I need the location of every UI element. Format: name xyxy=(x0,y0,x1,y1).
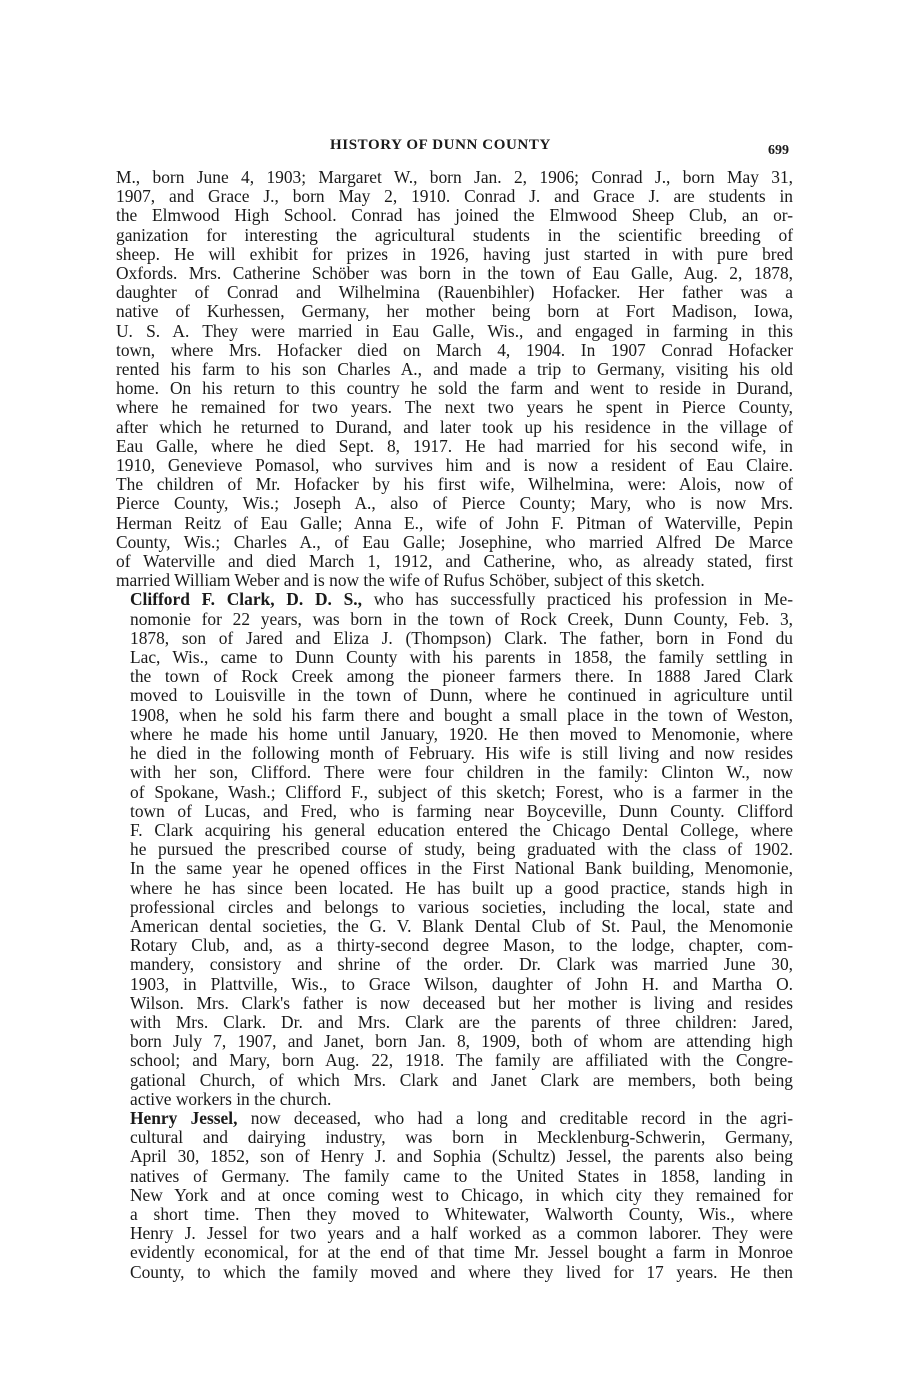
paragraph-schober-continued xyxy=(116,168,793,590)
text-line: 1910, Genevieve Pomasol, who survives him and is now a resident of Eau Claire. xyxy=(116,455,793,476)
text-line: Wilson. Mrs. Clark's father is now deceased but her mother is living and resides xyxy=(130,992,793,1013)
text-line: The children of Mr. Hofacker by his first wife, Wilhelmina, were: Alois, now of xyxy=(116,474,793,495)
text-line: Herman Reitz of Eau Galle; Anna E., wife of John F. Pitman of Waterville, Pepin xyxy=(116,512,793,533)
text-line: 1907, and Grace J., born May 2, 1910. Conrad J. and Grace J. are students in xyxy=(116,186,793,207)
text-line: of Waterville and died March 1, 1912, and Catherine, who, as already stated, first xyxy=(116,551,793,572)
text-line xyxy=(116,1109,793,1128)
text-line: rented his farm to his son Charles A., and made a trip to Germany, visiting his old xyxy=(116,359,793,380)
text-line: he pursued the prescribed course of study, being graduated with the class of 1902. xyxy=(130,839,793,860)
text-line: moved to Louisville in the town of Dunn, where he continued in agriculture until xyxy=(130,685,793,706)
text-line: Pierce County, Wis.; Joseph A., also of Pierce County; Mary, who is now Mrs. xyxy=(116,493,793,514)
text-line: 1908, when he sold his farm there and bought a small place in the town of Weston, xyxy=(130,704,793,725)
text-line: Henry J. Jessel for two years and a half worked as a common laborer. They were xyxy=(130,1223,793,1244)
text-line: April 30, 1852, son of Henry J. and Sophia (Schultz) Jessel, the parents also being xyxy=(130,1146,793,1167)
page-number: 699 xyxy=(768,143,789,158)
text-line: where he remained for two years. The next two years he spent in Pierce County, xyxy=(116,397,793,418)
text-line: a short time. Then they moved to Whitewater, Walworth County, Wis., where xyxy=(130,1203,793,1224)
text-line: the town of Rock Creek among the pioneer farmers there. In 1888 Jared Clark xyxy=(130,666,793,687)
text-line: American dental societies, the G. V. Blank Dental Club of St. Paul, the Menomonie xyxy=(130,915,793,936)
paragraph-clifford-clark xyxy=(116,590,793,1108)
text-line: County, to which the family moved and where they lived for 17 years. He then xyxy=(130,1261,793,1282)
text-line: Oxfords. Mrs. Catherine Schöber was born in the town of Eau Galle, Aug. 2, 1878, xyxy=(116,263,793,284)
text-line: M., born June 4, 1903; Margaret W., born Jan. 2, 1906; Conrad J., born May 31, xyxy=(116,167,793,187)
text-line: town, where Mrs. Hofacker died on March 4, 1904. In 1907 Conrad Hofacker xyxy=(116,339,793,360)
text-line: gational Church, of which Mrs. Clark and Janet Clark are members, both being xyxy=(130,1069,793,1090)
text-line: of Spokane, Wash.; Clifford F., subject of this sketch; Forest, who is a farmer in the xyxy=(130,781,793,802)
text-line: the Elmwood High School. Conrad has joined the Elmwood Sheep Club, an or- xyxy=(116,205,793,226)
text-line: native of Kurhessen, Germany, her mother being born at Fort Madison, Iowa, xyxy=(116,301,793,322)
text-line: after which he returned to Durand, and later took up his residence in the village of xyxy=(116,416,793,437)
text-line: town of Lucas, and Fred, who is farming near Boyceville, Dunn County. Clifford xyxy=(130,800,793,821)
text-line: where he made his home until January, 1920. He then moved to Menomonie, where xyxy=(130,723,793,744)
text-line: nomonie for 22 years, was born in the town of Rock Creek, Dunn County, Feb. 3, xyxy=(130,608,793,629)
text-line: active workers in the church. xyxy=(130,1088,332,1109)
text-line: Rotary Club, and, as a thirty-second degree Mason, to the lodge, chapter, com- xyxy=(130,935,793,956)
text-line: New York and at once coming west to Chicago, in which city they remained for xyxy=(130,1184,793,1205)
text-line: with Mrs. Clark. Dr. and Mrs. Clark are the parents of three children: Jared, xyxy=(130,1011,793,1032)
text-line: ganization for interesting the agricultural students in the scientific breeding of xyxy=(116,224,793,245)
running-title: HISTORY OF DUNN COUNTY xyxy=(330,137,551,153)
body-text xyxy=(116,168,793,1282)
text-line: U. S. A. They were married in Eau Galle, Wis., and engaged in farming in this xyxy=(116,320,793,341)
text-line: he died in the following month of February. His wife is still living and now resides xyxy=(130,743,793,764)
subject-name: Henry Jessel, xyxy=(130,1107,238,1128)
text-line: sheep. He will exhibit for prizes in 1926, having just started in with pure bred xyxy=(116,243,793,264)
text-line: daughter of Conrad and Wilhelmina (Rauenbihler) Hofacker. Her father was a xyxy=(116,282,793,303)
text-line: Lac, Wis., came to Dunn County with his parents in 1858, the family settling in xyxy=(130,647,793,668)
text-line: professional circles and belongs to various societies, including the local, state and xyxy=(130,896,793,917)
text-line: with her son, Clifford. There were four children in the family: Clinton W., now xyxy=(130,762,793,783)
text-line: evidently economical, for at the end of that time Mr. Jessel bought a farm in Monroe xyxy=(130,1242,793,1263)
text-line: 1903, in Plattville, Wis., to Grace Wilson, daughter of John H. and Martha O. xyxy=(130,973,793,994)
text-line: Eau Galle, where he died Sept. 8, 1917. He had married for his second wife, in xyxy=(116,435,793,456)
paragraph-henry-jessel xyxy=(116,1109,793,1282)
text-line: In the same year he opened offices in the First National Bank building, Menomonie, xyxy=(130,858,793,879)
subject-name: Clifford F. Clark, D. D. S., xyxy=(130,589,362,610)
text-line: natives of Germany. The family came to the United States in 1858, landing in xyxy=(130,1165,793,1186)
text-line: cultural and dairying industry, was born in Mecklenburg-Schwerin, Germany, xyxy=(130,1127,793,1148)
text-line: home. On his return to this country he sold the farm and went to reside in Durand, xyxy=(116,378,793,399)
text-line: school; and Mary, born Aug. 22, 1918. The family are affiliated with the Congre- xyxy=(130,1050,793,1071)
text-line: married William Weber and is now the wife of Rufus Schöber, subject of this sketch. xyxy=(116,570,705,591)
text-line: County, Wis.; Charles A., of Eau Galle; Josephine, who married Alfred De Marce xyxy=(116,531,793,552)
text-line: F. Clark acquiring his general education entered the Chicago Dental College, where xyxy=(130,819,793,840)
text-line: born July 7, 1907, and Janet, born Jan. 8, 1909, both of whom are attending high xyxy=(130,1031,793,1052)
text-run: now deceased, who had a long and creditable record in the agri- xyxy=(237,1107,794,1128)
text-line: where he has since been located. He has built up a good practice, stands high in xyxy=(130,877,793,898)
text-line: 1878, son of Jared and Eliza J. (Thompson) Clark. The father, born in Fond du xyxy=(130,627,793,648)
text-run: who has successfully practiced his profession in Me- xyxy=(361,589,793,610)
page-header xyxy=(0,137,898,159)
text-line xyxy=(116,590,793,609)
text-line: mandery, consistory and shrine of the order. Dr. Clark was married June 30, xyxy=(130,954,793,975)
